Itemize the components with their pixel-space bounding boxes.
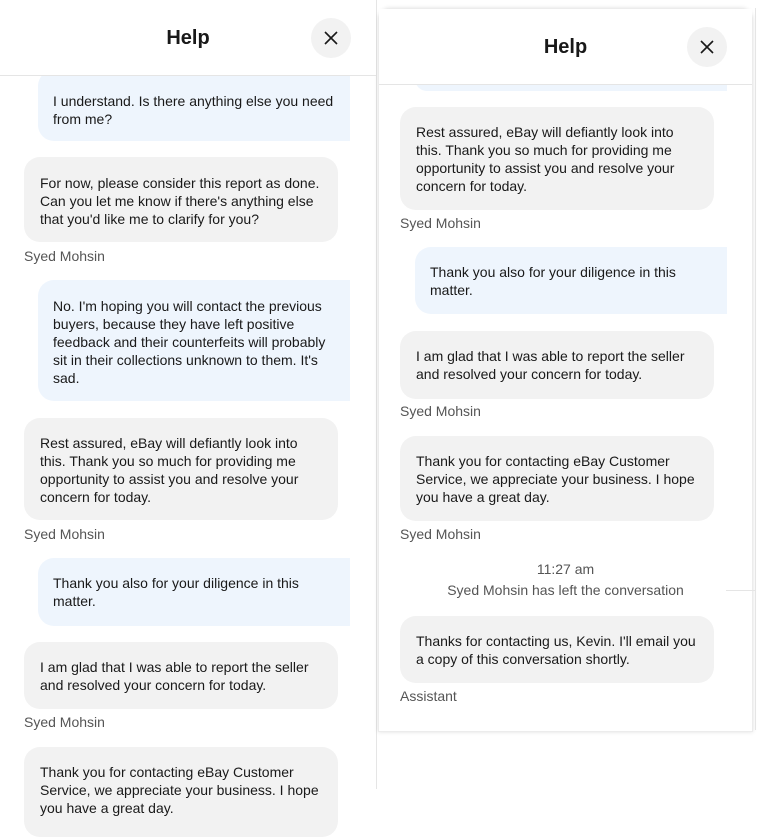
message-text: Thank you also for your diligence in this matter. — [430, 264, 676, 298]
message-text: Thank you for contacting eBay Customer Service, we appreciate your business. I hope you have a great day. — [40, 764, 319, 816]
message-text: Thank you also for your diligence in this matter. — [53, 575, 299, 609]
chat-header — [379, 9, 752, 85]
message-text: For now, please consider this report as done. Can you let me know if there's anything else that you'd like me to clarify for you? — [40, 175, 320, 227]
sender-name: Syed Mohsin — [24, 248, 105, 264]
close-button[interactable] — [687, 27, 727, 67]
sender-name: Syed Mohsin — [400, 403, 481, 419]
agent-message — [24, 418, 338, 520]
close-icon — [700, 40, 714, 54]
panel-title: Help — [543, 36, 588, 58]
message-text: I am glad that I was able to report the seller and resolved your concern for today. — [416, 348, 685, 382]
agent-message — [24, 747, 338, 837]
sender-name: Syed Mohsin — [400, 215, 481, 231]
message-text: No. I'm hoping you will contact the previous buyers, because they have left positive feedback and their counterfeits will probably sit in their collections unknown to them. It's sad. — [53, 298, 326, 386]
agent-message — [24, 642, 338, 709]
user-message — [38, 558, 350, 626]
user-message — [415, 247, 727, 314]
close-button[interactable] — [311, 18, 351, 58]
message-timestamp: 11:27 am — [536, 561, 595, 577]
page-scrollbar-track — [755, 8, 756, 730]
chat-header — [0, 0, 376, 76]
panel-title: Help — [166, 27, 210, 49]
agent-message — [24, 157, 338, 242]
divider — [726, 590, 756, 591]
sender-name: Syed Mohsin — [24, 526, 105, 542]
sender-name: Assistant — [400, 688, 457, 704]
agent-message — [400, 436, 714, 521]
close-icon — [324, 31, 338, 45]
sender-name: Syed Mohsin — [400, 526, 481, 542]
message-text: Rest assured, eBay will defiantly look into this. Thank you so much for providing me opportunity to assist you and resolve your concern for today. — [40, 435, 299, 505]
message-text: I am glad that I was able to report the seller and resolved your concern for today. — [40, 659, 309, 693]
message-text: Thank you for contacting eBay Customer Service, we appreciate your business. I hope you have a great day. — [416, 453, 695, 505]
agent-message — [400, 331, 714, 399]
sender-name: Syed Mohsin — [24, 714, 105, 730]
message-text: Rest assured, eBay will defiantly look into this. Thank you so much for providing me opportunity to assist you and resolve your concern for today. — [416, 124, 675, 194]
user-message — [38, 280, 350, 401]
agent-message — [400, 107, 714, 210]
system-status: Syed Mohsin has left the conversation — [447, 582, 684, 598]
help-panel-right — [378, 8, 753, 732]
message-text: Thanks for contacting us, Kevin. I'll email you a copy of this conversation shortly. — [416, 633, 696, 667]
assistant-message — [400, 616, 714, 683]
user-message — [38, 70, 350, 141]
message-text: I understand. Is there anything else you need from me? — [53, 93, 334, 127]
help-panel-left — [0, 0, 377, 816]
